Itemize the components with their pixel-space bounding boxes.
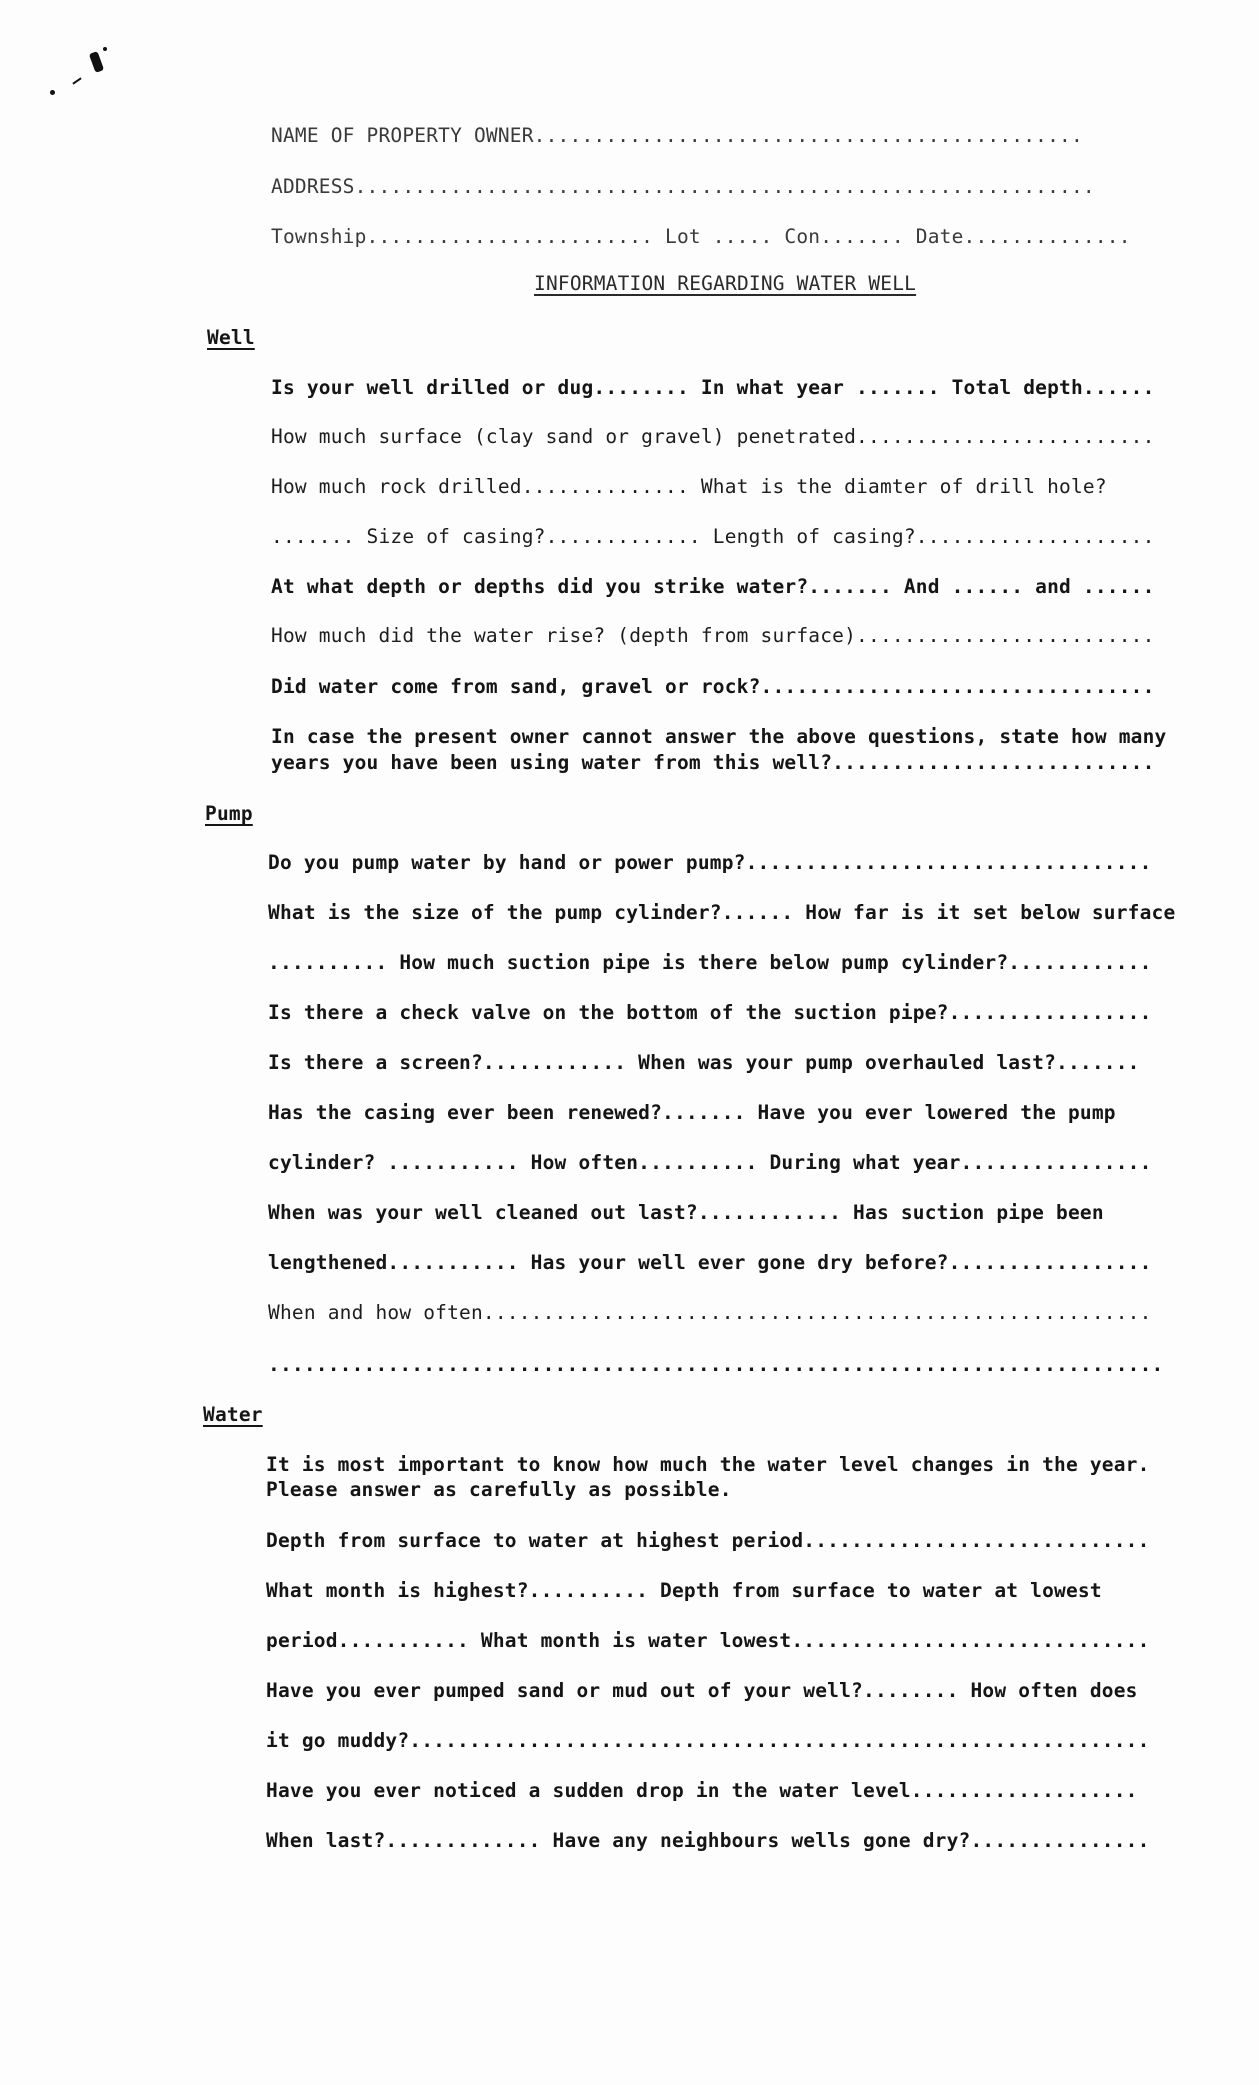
well-question-line: ....... Size of casing?............. Length of casing?....................: [271, 525, 1155, 548]
owner-name-field: NAME OF PROPERTY OWNER..............................................: [271, 124, 1083, 147]
water-question-line: Have you ever pumped sand or mud out of your well?........ How often does: [266, 1679, 1138, 1702]
water-question-line: it go muddy?..............................................................: [266, 1729, 1150, 1752]
pump-question-line: Is there a screen?............ When was your pump overhauled last?.......: [268, 1051, 1140, 1074]
pump-question-line: When was your well cleaned out last?............ Has suction pipe been: [268, 1201, 1104, 1224]
pump-question-line: When and how often........................................................: [268, 1301, 1152, 1324]
water-question-line: period........... What month is water lowest..............................: [266, 1629, 1150, 1652]
pump-question-line: Has the casing ever been renewed?....... Have you ever lowered the pump: [268, 1101, 1116, 1124]
well-question-line: How much did the water rise? (depth from surface).........................: [271, 624, 1155, 647]
water-intro-line: Please answer as carefully as possible.: [266, 1478, 732, 1501]
water-intro-line: It is most important to know how much the water level changes in the year.: [266, 1453, 1150, 1476]
section-heading-pump: Pump: [205, 802, 253, 825]
pump-question-line: cylinder? ........... How often.......... During what year................: [268, 1151, 1152, 1174]
ink-mark: [103, 47, 107, 51]
pump-question-line: Do you pump water by hand or power pump?..................................: [268, 851, 1152, 874]
water-question-line: Have you ever noticed a sudden drop in the water level...................: [266, 1779, 1138, 1802]
well-question-line: How much surface (clay sand or gravel) penetrated.........................: [271, 425, 1155, 448]
section-heading-well: Well: [207, 326, 255, 349]
pump-question-line: lengthened........... Has your well ever gone dry before?.................: [268, 1251, 1152, 1274]
page-title: INFORMATION REGARDING WATER WELL: [534, 272, 917, 295]
well-question-line: Did water come from sand, gravel or rock?.................................: [271, 675, 1155, 698]
water-question-line: When last?............. Have any neighbours wells gone dry?...............: [266, 1829, 1150, 1852]
ink-mark: [72, 77, 81, 84]
well-question-line: At what depth or depths did you strike water?....... And ...... and ......: [271, 575, 1155, 598]
ink-mark: [89, 51, 104, 73]
pump-question-line: What is the size of the pump cylinder?...... How far is it set below surface: [268, 901, 1176, 924]
township-lot-con-date-field: Township........................ Lot ..... Con....... Date..............: [271, 225, 1131, 248]
address-field: ADDRESS..............................................................: [271, 175, 1095, 198]
pump-question-line: Is there a check valve on the bottom of the suction pipe?.................: [268, 1001, 1152, 1024]
well-question-line: Is your well drilled or dug........ In what year ....... Total depth......: [271, 376, 1155, 399]
well-question-line: How much rock drilled.............. What is the diamter of drill hole?: [271, 475, 1107, 498]
well-question-line: years you have been using water from this well?...........................: [271, 751, 1155, 774]
ink-mark: [50, 90, 55, 95]
water-question-line: Depth from surface to water at highest period.............................: [266, 1529, 1150, 1552]
pump-question-line: .......... How much suction pipe is there below pump cylinder?............: [268, 951, 1152, 974]
well-question-line: In case the present owner cannot answer the above questions, state how many: [271, 725, 1167, 748]
section-heading-water: Water: [203, 1403, 263, 1426]
water-question-line: What month is highest?.......... Depth from surface to water at lowest: [266, 1579, 1102, 1602]
pump-answer-blank-line: ...........................................................................: [268, 1353, 1164, 1376]
